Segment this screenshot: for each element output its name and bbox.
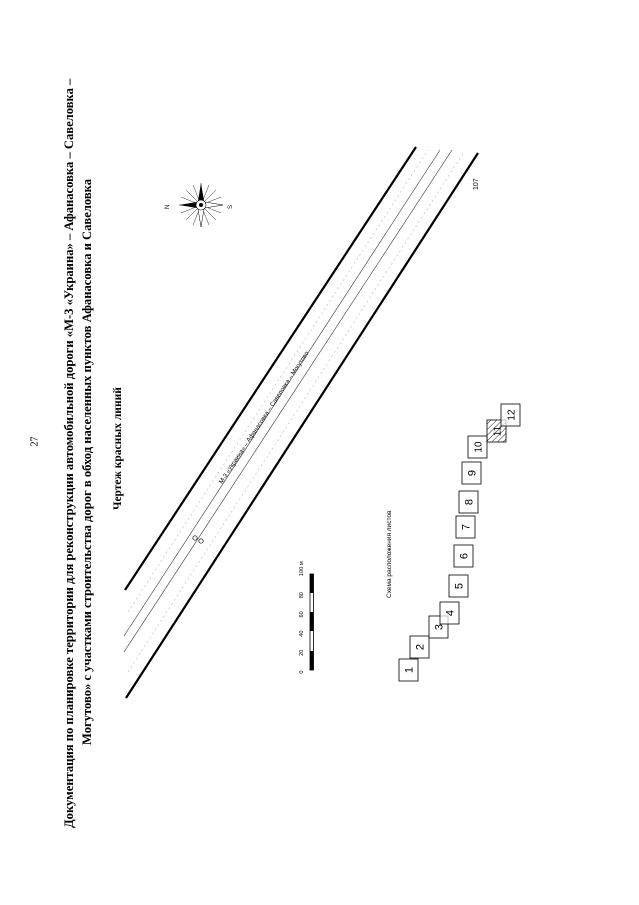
sheet-box <box>454 545 473 567</box>
sheet-number: 1 <box>403 666 416 674</box>
sheet-box <box>440 602 459 624</box>
scale-bar <box>299 561 314 673</box>
road-label: М-3 «Украина» – Афанасовка – Савеловка – Могутово <box>217 350 311 486</box>
drawing-subtitle: Чертеж красных линий <box>112 387 124 510</box>
compass-north-label: N <box>165 204 171 210</box>
sheet-scheme <box>399 404 520 681</box>
picket-marker <box>193 536 197 540</box>
picket-label: 107 <box>473 178 480 190</box>
sheet-number: 9 <box>466 469 479 477</box>
sheet-number: 2 <box>414 643 427 651</box>
page-number: 27 <box>29 436 41 447</box>
road-edge-right <box>124 150 452 652</box>
sheet-number: 5 <box>453 582 466 590</box>
compass-rose-icon <box>165 183 234 227</box>
sheet-box <box>449 575 468 597</box>
sheet-number: 7 <box>460 523 473 531</box>
scale-tick-label: 40 <box>299 630 305 637</box>
sheet-box <box>468 436 487 458</box>
sheet-box <box>399 659 418 681</box>
sheet-number: 3 <box>433 623 446 631</box>
sheet-number: 12 <box>506 409 518 421</box>
scale-tick-label: 0 <box>299 670 305 674</box>
red-line-left <box>125 147 416 590</box>
sheet-number: 4 <box>444 609 457 617</box>
sheet-box <box>501 404 520 426</box>
sheet-box <box>456 516 475 538</box>
sheet-box <box>410 636 429 658</box>
scale-tick-label: 20 <box>299 649 305 656</box>
sheet-box <box>459 491 478 513</box>
sheet-number: 6 <box>458 552 471 560</box>
sheet-scheme-title: Схема расположения листов <box>386 510 393 598</box>
row-line-left <box>128 150 428 612</box>
scale-tick-label: 60 <box>299 611 305 618</box>
sheet-number: 10 <box>473 441 485 453</box>
picket-marker <box>199 539 203 543</box>
scale-tick-label: 100 м <box>299 561 305 576</box>
document-title-line-1: Документация по планировке территории для реконструкции автомобильной дороги «М-3 «Украина» – Афанасовка – Савеловка – <box>62 78 76 828</box>
scale-tick-label: 80 <box>299 592 305 599</box>
row-line-right <box>128 152 464 672</box>
sheet-number: 11 <box>492 425 504 437</box>
compass-south-label: S <box>228 204 234 210</box>
sheet-number: 8 <box>463 498 476 506</box>
document-title-line-2: Могутово» с участками строительства дорог в обход населенных пунктов Афанасовка и Савеловка <box>80 178 94 745</box>
sheet-box <box>462 462 481 484</box>
